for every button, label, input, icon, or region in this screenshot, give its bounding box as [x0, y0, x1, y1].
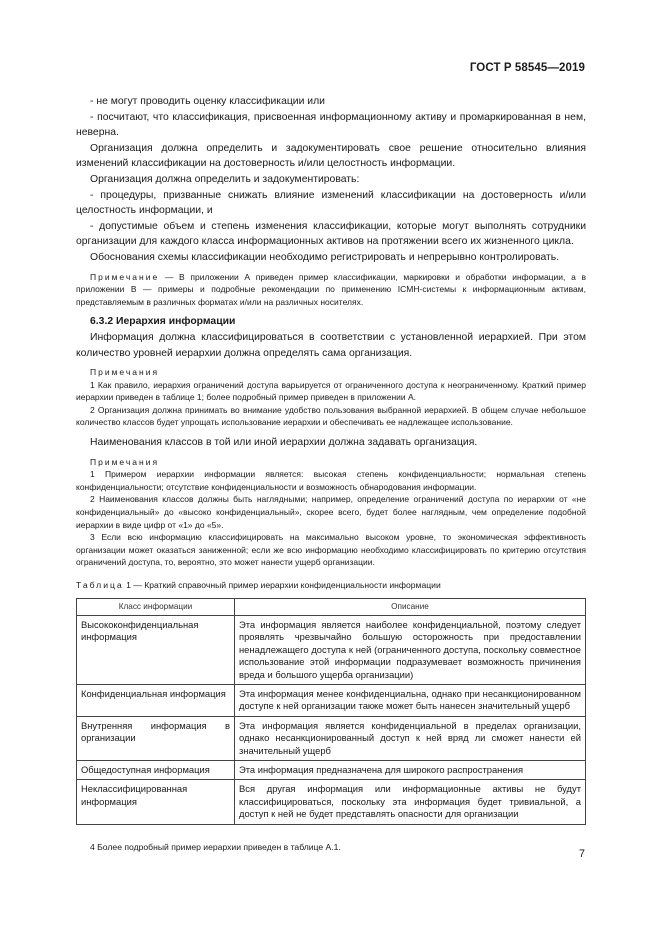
note-item: 2 Организация должна принимать во внимание удобство пользования выбранной иерархией. В общем случае небольшое количество классов будет упрощать использование иерархии и обеспечивать ее надлежащее использование.: [76, 404, 586, 428]
paragraph: - допустимые объем и степень изменения классификации, которые могут выполнять сотрудники организации для каждого класса информационных активов на протяжении всего их жизненного цикла.: [76, 220, 586, 248]
paragraph: Обоснования схемы классификации необходимо регистрировать и непрерывно контролировать.: [90, 251, 560, 263]
note-item: 1 Как правило, иерархия ограничений доступа варьируется от ограниченного доступа к неограниченному. Краткий пример иерархии приведен в таблице 1; более подробный пример приведен в приложении А.: [76, 379, 586, 403]
intro-item: - посчитают, что классификация, присвоенная информационному активу и промаркированная в нем, неверна.: [76, 111, 586, 139]
table-row: [77, 761, 586, 780]
paragraph: Наименования классов в той или иной иерархии должна задавать организация.: [90, 437, 478, 449]
note-item: 3 Если всю информацию классифицировать на максимально высоком уровне, то экономическая эффективность организации может оказаться заниженной; если же всю информацию необходимо классифицировать по критерию отсутствия ограничений доступа, то, вероятно, это может нанести ущерб организации.: [76, 532, 586, 568]
notes-3: [76, 456, 586, 569]
note-item: 1 Примером иерархии информации является: высокая степень конфиденциальности; нормальная степень конфиденциальности; отсутствие конфиденциальности и возможность обнародования информации.: [76, 469, 586, 492]
description-cell: Эта информация менее конфиденциальна, однако при несанкционированном доступе к ней организации также может быть нанесен значительный ущерб: [235, 685, 586, 717]
paragraph: Организация должна определить и задокументировать свое решение относительно влияния изменений классификации на достоверность и/или целостность информации.: [76, 142, 586, 170]
table-row: [77, 780, 586, 824]
table-row: [77, 685, 586, 717]
table-header-row: [77, 598, 586, 615]
class-cell: Внутренняя информация в организации: [77, 716, 235, 760]
table-row: [77, 716, 586, 760]
note-text: — В приложении А приведен пример классификации, маркировки и обработки информации, а в приложении В — примеры и подробные рекомендации по применению ICMH-системы к информационным активам, представляемым в различных форматах и/или на различных носителях.: [76, 271, 586, 307]
paragraph: - процедуры, призванные снижать влияние изменений классификации на достоверность и/или целостность информации, и: [76, 189, 586, 217]
notes-label: Примечания: [90, 367, 160, 378]
table-caption: Таблица 1 — Краткий справочный пример иерархии конфиденциальности информации: [76, 580, 441, 590]
description-cell: Эта информация является наиболее конфиденциальной, поэтому следует проявлять чрезвычайно большую осторожность при предоставлении ненадлежащего доступа к ней (ограниченного доступа, поскольку совместное использование этой информации подразумевает возможность причинения вреда и большого ущерба организации): [235, 616, 586, 685]
notes-2: [76, 366, 586, 429]
section-paragraph: Информация должна классифицироваться в соответствии с установленной иерархией. При этом количество уровней иерархии должна определять сама организация.: [76, 331, 586, 359]
class-cell: Конфиденциальная информация: [77, 685, 235, 717]
footnote: 4 Более подробный пример иерархии приведен в таблице А.1.: [90, 841, 341, 852]
description-cell: Вся другая информация или информационные активы не будут классифицироваться, поскольку эта информация будет тривиальной, а доступ к ней не будет представлять опасности для организации: [235, 780, 586, 824]
note-1: [76, 271, 586, 309]
page-number: 7: [578, 848, 585, 860]
description-cell: Эта информация является конфиденциальной в пределах организации, однако несанкционированный доступ к ней вряд ли сможет нанести ей значительный ущерб: [235, 716, 586, 760]
standard-code: ГОСТ Р 58545—2019: [469, 62, 585, 74]
class-cell: Неклассифицированная информация: [77, 780, 235, 824]
class-cell: Общедоступная информация: [77, 761, 235, 780]
column-header-class: Класс информации: [77, 598, 235, 615]
table-row: [77, 616, 586, 685]
classification-table: [76, 598, 586, 825]
paragraph: Организация должна определить и задокументировать:: [90, 173, 360, 185]
description-cell: Эта информация предназначена для широкого распространения: [235, 761, 586, 780]
notes-label: Примечания: [90, 456, 160, 467]
page-body: [76, 94, 586, 853]
section-title: 6.3.2 Иерархия информации: [90, 316, 236, 328]
column-header-description: Описание: [235, 598, 586, 615]
intro-item: - не могут проводить оценку классификации или: [90, 96, 325, 107]
note-item: 2 Наименования классов должны быть наглядными; например, определение ограничений доступа по иерархии от «не конфиденциальный» до «высоко конфиденциальный», скорее всего, будет более наглядным, чем определение подобной иерархии в виде цифр от «1» до «5».: [76, 494, 586, 530]
note-label: Примечание: [90, 271, 160, 282]
class-cell: Высококонфиденциальная информация: [77, 616, 235, 685]
